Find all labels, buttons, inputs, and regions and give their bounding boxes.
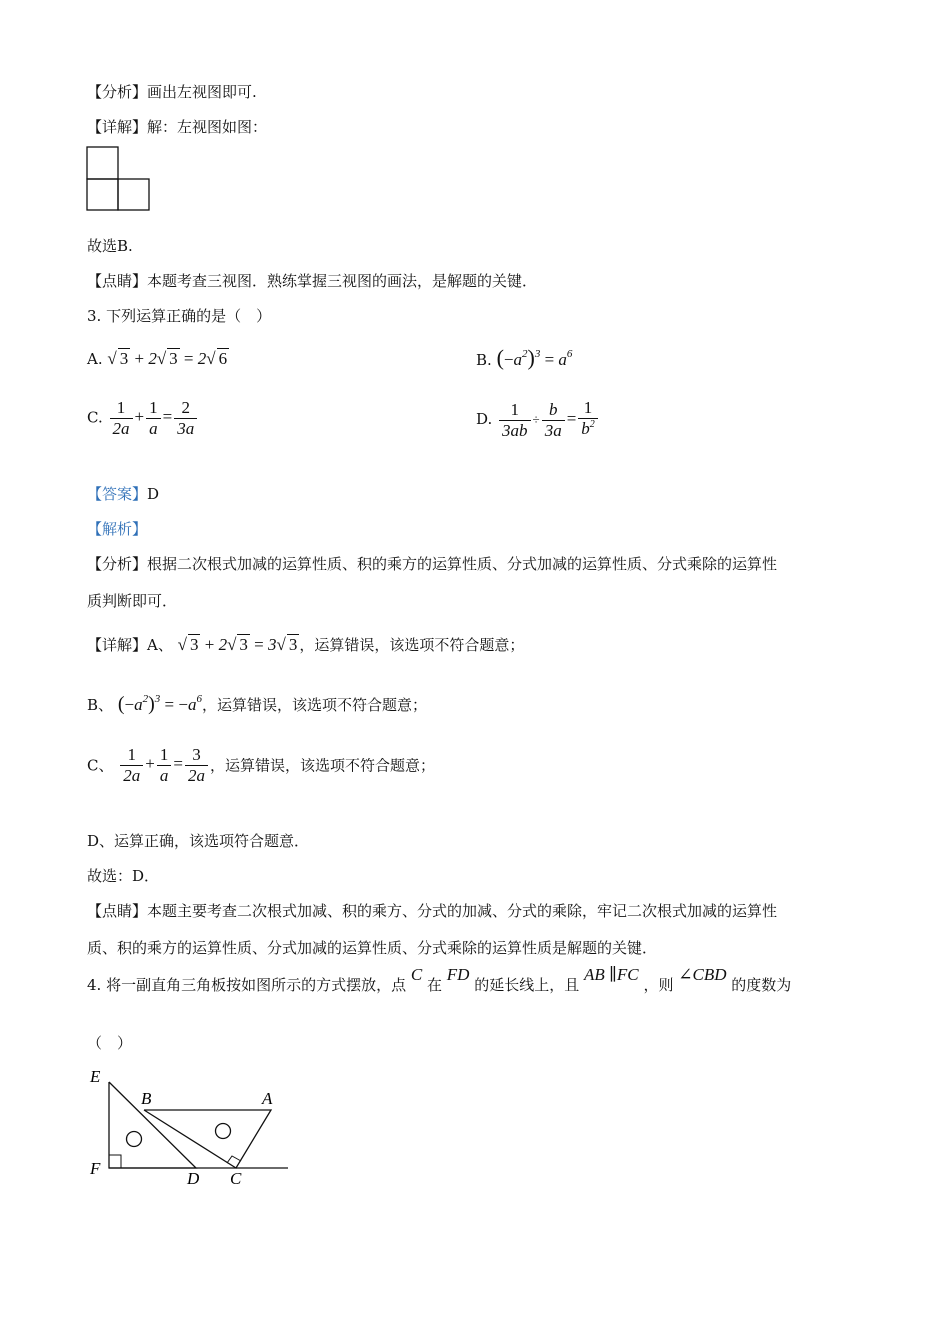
option-d-expression: $\frac{1}{3ab}$ ÷ $\frac{b}{3a}$ = $\frac{1}{b^2}$ (497, 409, 600, 428)
label-c: C (230, 1169, 242, 1188)
q3-analysis-tag: 【解析】 (87, 520, 148, 538)
set-square-figure (84, 1060, 294, 1190)
q4-stem-part2: 在 (427, 976, 443, 994)
q3-detail-d: D、运算正确，该选项符合题意． (87, 832, 310, 850)
option-a-label: A. (87, 350, 103, 368)
detail-b-prefix: B、 (87, 696, 114, 714)
option-d-label: D. (476, 409, 493, 428)
label-d: D (187, 1169, 200, 1188)
q4-stem (87, 965, 792, 995)
q2-choice: 故选B. (87, 237, 133, 255)
detail-b-suffix: ，运算错误，该选项不符合题意； (201, 696, 427, 714)
q3-fenxi-line1: 【分析】根据二次根式加减的运算性质、积的乘方的运算性质、分式加减的运算性质、分式乘除的运算性 (87, 555, 778, 573)
left-view-figure (86, 146, 152, 212)
detail-c-expression: $\frac{1}{2a}$ + $\frac{1}{a}$ = $\frac{3}{2a}$ (118, 754, 210, 773)
label-b: B (141, 1089, 152, 1108)
label-e: E (90, 1067, 101, 1086)
q2-remark: 【点睛】本题考查三视图．熟练掌握三视图的画法，是解题的关键． (87, 272, 538, 290)
detail-b-expression: $(-a^2)^3 = -a^6$ (117, 693, 202, 715)
q3-option-a[interactable] (87, 348, 229, 369)
q4-parallel-condition: AB ∥FC (584, 965, 639, 984)
q3-choice: 故选：D． (87, 867, 160, 885)
q3-option-b[interactable] (476, 345, 572, 371)
q3-detail-a (87, 634, 524, 655)
detail-a-prefix: 【详解】A、 (87, 636, 173, 654)
option-c-label: C. (87, 408, 103, 427)
q4-stem-part3: 的延长线上，且 (474, 976, 580, 994)
label-f: F (90, 1159, 101, 1178)
q4-angle-cbd: ∠CBD (678, 965, 727, 984)
q3-option-d[interactable] (476, 398, 600, 442)
label-a: A (262, 1089, 273, 1108)
q3-answer (87, 484, 159, 504)
q3-remark-line2: 质、积的乘方的运算性质、分式加减的运算性质、分式乘除的运算性质是解题的关键． (87, 939, 658, 957)
q4-point-c: C (410, 965, 423, 984)
answer-value: D (147, 485, 160, 503)
option-a-expression: √ 3 + 2√ 3 = 2√ 6 (107, 349, 228, 368)
q4-answer-paren: （ ） (87, 1034, 133, 1052)
q4-stem-part5: 的度数为 (731, 976, 792, 994)
q2-detail: 【详解】解：左视图如图： (87, 118, 268, 136)
q4-segment-fd: FD (446, 965, 470, 984)
detail-c-prefix: C、 (87, 756, 114, 775)
detail-c-suffix: ，运算错误，该选项不符合题意； (209, 756, 435, 775)
q2-analysis: 【分析】画出左视图即可. (87, 83, 257, 101)
detail-a-expression: √ 3 + 2√ 3 = 3√ 3 (177, 635, 298, 654)
q4-stem-part4: ，则 (643, 976, 674, 994)
q3-detail-b (87, 694, 427, 717)
option-b-expression: $(-a^2)^3 = a^6$ (496, 345, 573, 370)
q3-stem: 3. 下列运算正确的是（ ） (87, 307, 272, 325)
q4-stem-part1: 4. 将一副直角三角板按如图所示的方式摆放，点 (87, 976, 407, 994)
answer-tag: 【答案】 (87, 485, 148, 503)
q3-fenxi-line2: 质判断即可． (87, 592, 178, 610)
option-b-label: B. (476, 351, 492, 369)
q3-detail-c (87, 745, 435, 786)
option-c-expression: $\frac{1}{2a}$ + $\frac{1}{a}$ = $\frac{2}{3a}$ (108, 407, 200, 426)
detail-a-suffix: ，运算错误，该选项不符合题意； (299, 636, 525, 654)
q3-option-c[interactable] (87, 398, 199, 439)
q3-remark-line1: 【点睛】本题主要考查二次根式加减、积的乘方、分式的加减、分式的乘除，牢记二次根式加减的运算性 (87, 902, 778, 920)
